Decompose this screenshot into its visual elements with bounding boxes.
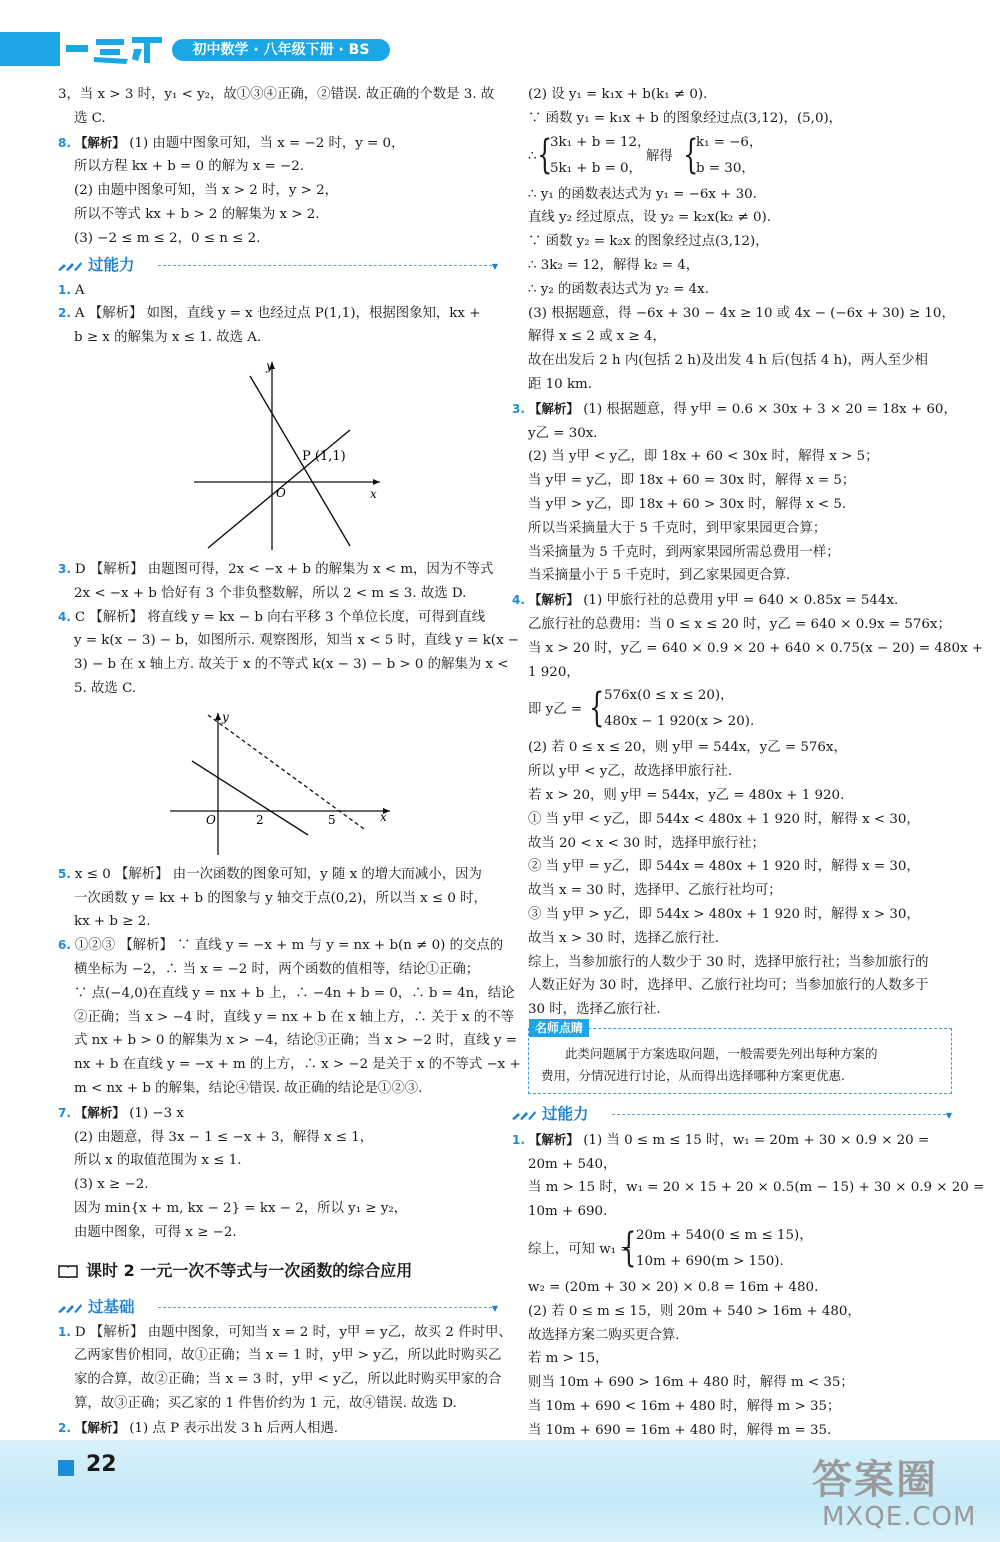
question-number: 2.	[58, 1420, 71, 1435]
text-line: 则当 10m + 690 > 16m + 480 时，解得 m < 35；	[528, 1375, 854, 1391]
book-label: 初中数学 · 八年级下册 · BS	[172, 39, 390, 61]
question-number: 1.	[58, 282, 71, 297]
section-title: 过基础	[88, 1297, 135, 1316]
question-3	[58, 558, 498, 582]
axis-x-label: x	[380, 809, 387, 824]
text-line: (3) −2 ≤ m ≤ 2，0 ≤ n ≤ 2.	[74, 230, 261, 246]
question-6	[58, 934, 504, 958]
lesson-title-text: 课时 2 一元一次不等式与一次函数的综合应用	[86, 1260, 413, 1280]
text-line: 选 C.	[74, 110, 106, 126]
text-line: (3) 根据题意，得 −6x + 30 − 4x ≥ 10 或 4x − (−6x + 30) ≥ 10，	[528, 305, 955, 321]
triangle-icon: ▼	[945, 1110, 952, 1120]
equation: 20m + 540(0 ≤ m ≤ 15)，	[636, 1228, 813, 1244]
text-line: (1) 点 P 表示出发 3 h 后两人相遇.	[129, 1420, 339, 1436]
question-8	[58, 131, 498, 156]
question-number: 6.	[58, 938, 71, 953]
answer-text: A	[74, 282, 85, 298]
section-bars-icon	[58, 1303, 82, 1313]
analysis-tag: 【解析】	[528, 592, 579, 608]
header-color-block	[0, 32, 60, 66]
text-line: 横坐标为 −2，∴ 当 x = −2 时，两个函数的值相等，结论①正确；	[74, 961, 480, 977]
text-line: 式 nx + b > 0 的解集为 x > −4，结论③正确；当 x > −2 时，直线 y =	[74, 1033, 518, 1049]
triangle-icon: ▼	[491, 1303, 498, 1313]
text-line: ∵ 函数 y₁ = k₁x + b 的图象经过点(3,12)，(5,0)，	[528, 110, 843, 126]
tick-label: 5	[328, 812, 336, 827]
text-line: ∴ y₂ 的函数表达式为 y₂ = 4x.	[528, 281, 709, 297]
text-line: 当 10m + 690 < 16m + 480 时，解得 m > 35；	[528, 1399, 841, 1415]
question-7	[58, 1101, 498, 1126]
text-line: 2x < −x + b 恰好有 3 个非负整数解，所以 2 < m ≤ 3. 故选 D.	[74, 585, 467, 601]
text-line: 一次函数 y = kx + b 的图象与 y 轴交于点(0,2)，所以当 x ≤ 0 时，	[74, 890, 487, 906]
text-line: 解得 x ≤ 2 或 x ≥ 4，	[528, 329, 666, 345]
text-line: (3) x ≥ −2.	[74, 1177, 149, 1193]
text: 解得	[646, 148, 673, 164]
tick-label: 2	[256, 812, 264, 827]
text-line: 人数正好为 30 时，选择甲、乙旅行社均可；当参加旅行的人数多于	[528, 978, 929, 994]
analysis-tag: 【解析】	[74, 134, 125, 150]
text-line: 3，当 x > 3 时，y₁ < y₂，故①③④正确，②错误. 故正确的个数是 3. 故	[58, 87, 495, 102]
piecewise-function	[528, 684, 952, 736]
text-line: D 【解析】 由题中图象，可知当 x = 2 时，y甲 = y乙，故买 2 件时甲、	[74, 1324, 512, 1340]
text-line: 因为 min{x + m, kx − 2} = kx − 2，所以 y₁ ≥ y₂，	[74, 1200, 408, 1216]
text-line: 3) − b 在 x 轴上方. 故关于 x 的不等式 k(x − 3) − b > 0 的解集为 x <	[74, 657, 509, 673]
tip-text: 此类问题属于方案选取问题，一般需要先列出每种方案的	[565, 1045, 878, 1061]
text-line: (1) 由题中图象可知，当 x = −2 时，y = 0，	[129, 135, 405, 151]
equation-system	[528, 131, 952, 183]
text-line: 综上，当参加旅行的人数少于 30 时，选择甲旅行社；当参加旅行的	[528, 954, 929, 970]
section-title: 过能力	[88, 255, 135, 274]
header-bar	[0, 32, 395, 66]
divider	[158, 265, 492, 266]
text-line: (2) 当 y甲 < y乙，即 18x + 60 < 30x 时，解得 x > 5；	[528, 449, 879, 465]
text-line: 20m + 540，	[528, 1156, 617, 1172]
page-number: 22	[86, 1452, 117, 1477]
origin-label: O	[206, 812, 216, 827]
text-line: 若 x > 20，则 y甲 = 544x，y乙 = 480x + 1 920.	[528, 787, 845, 803]
tip-text: 费用，分情况进行讨论，从而得出选择哪种方案更优惠.	[541, 1067, 845, 1083]
text-line: (1) 当 0 ≤ m ≤ 15 时，w₁ = 20m + 30 × 0.9 × 20 =	[583, 1132, 930, 1148]
axis-y-label: y	[266, 358, 273, 373]
text: 即 y乙 =	[528, 702, 583, 718]
question-number: 8.	[58, 135, 71, 150]
text-line: kx + b ≥ 2.	[74, 914, 151, 930]
text-line: w₂ = (20m + 30 × 20) × 0.8 = 16m + 480.	[528, 1280, 819, 1296]
text-line: nx + b 在直线 y = −x + m 的上方，∴ x > −2 是关于 x 的不等式 −x +	[74, 1057, 521, 1073]
text-line: 故在出发后 2 h 内(包括 2 h)及出发 4 h 后(包括 4 h)，两人至少相	[528, 353, 928, 369]
text-line: b ≥ x 的解集为 x ≤ 1. 故选 A.	[74, 330, 262, 346]
section-heading	[58, 253, 498, 279]
question-number: 4.	[512, 593, 525, 608]
section-title: 过能力	[542, 1104, 589, 1123]
text-line: ②正确；当 x > −4 时，直线 y = nx + b 在 x 轴上方，∴ 关于 x 的不等	[74, 1009, 515, 1025]
equation: k₁ = −6，	[696, 134, 763, 150]
piecewise-function	[528, 1224, 952, 1276]
question-5	[58, 863, 498, 887]
watermark-url: MXQE.COM	[822, 1502, 977, 1532]
text-line: 若 m > 15，	[528, 1351, 609, 1367]
text-line: 所以 x 的取值范围为 x ≤ 1.	[74, 1153, 242, 1169]
text-line: ① 当 y甲 < y乙，即 544x < 480x + 1 920 时，解得 x < 30，	[528, 811, 920, 827]
text-line: 当 10m + 690 = 16m + 480 时，解得 m = 35.	[528, 1422, 832, 1438]
equation: 576x(0 ≤ x ≤ 20)，	[604, 688, 734, 704]
brace-icon: {	[589, 685, 605, 732]
text-line: 距 10 km.	[528, 376, 593, 392]
question-4	[512, 588, 952, 613]
analysis-tag: 【解析】	[74, 1104, 125, 1120]
book-icon	[58, 1264, 78, 1278]
brand-logo	[66, 33, 166, 65]
symbol: ∴	[528, 148, 537, 164]
text-line: (2) 由题意，得 3x − 1 ≤ −x + 3，解得 x ≤ 1，	[74, 1129, 374, 1145]
tip-label: 名师点睛	[529, 1019, 589, 1037]
text-line: C 【解析】 将直线 y = kx − b 向右平移 3 个单位长度，可得到直线	[74, 609, 486, 625]
question-number: 3.	[512, 401, 525, 416]
question-number: 5.	[58, 866, 71, 881]
axis-y-label: y	[222, 709, 229, 724]
question-1	[512, 1128, 952, 1153]
text-line: ∴ 3k₂ = 12，解得 k₂ = 4，	[528, 257, 700, 273]
text-line: y = k(x − 3) − b，如图所示. 观察图形，知当 x < 5 时，直线 y = k(x −	[74, 633, 519, 649]
text-line: 当采摘量为 5 千克时，到两家果园所需总费用一样；	[528, 544, 840, 560]
text-line: ①②③ 【解析】 ∵ 直线 y = −x + m 与 y = nx + b(n ≠ 0) 的交点的	[74, 938, 504, 954]
right-column	[512, 83, 985, 1443]
question-1	[58, 279, 498, 303]
brace-icon: {	[683, 131, 699, 178]
lesson-title	[58, 1257, 498, 1285]
text-line: 当 m > 15 时，w₁ = 20 × 15 + 20 × 0.5(m − 15) + 30 × 0.9 × 20 =	[528, 1180, 985, 1196]
origin-label: O	[276, 485, 286, 500]
text-line: 故当 x = 30 时，选择甲、乙旅行社均可；	[528, 883, 782, 899]
text-line: 当 y甲 > y乙，即 18x + 60 > 30x 时，解得 x < 5.	[528, 496, 847, 512]
text-line: 1 920，	[528, 664, 580, 680]
text-line: m < nx + b 的解集，结论④错误. 故正确的结论是①②③.	[74, 1080, 423, 1096]
triangle-icon: ▼	[491, 261, 498, 271]
text-line: ② 当 y甲 = y乙，即 544x = 480x + 1 920 时，解得 x = 30，	[528, 859, 920, 875]
analysis-tag: 【解析】	[528, 400, 579, 416]
question-1	[58, 1321, 512, 1345]
brace-icon: {	[537, 131, 553, 178]
equation: 5k₁ + b = 0，	[550, 160, 642, 176]
question-2	[58, 302, 498, 326]
text-line: ∴ y₁ 的函数表达式为 y₁ = −6x + 30.	[528, 186, 757, 202]
question-number: 2.	[58, 306, 71, 321]
question-number: 3.	[58, 561, 71, 576]
page-marker-icon	[58, 1460, 74, 1476]
teacher-tip-box	[528, 1020, 952, 1094]
equation: 10m + 690(m > 150).	[636, 1254, 784, 1270]
text-line: A 【解析】 如图，直线 y = x 也经过点 P(1,1)，根据图象知，kx +	[74, 306, 481, 322]
question-3	[512, 397, 957, 422]
text-line: (2) 设 y₁ = k₁x + b(k₁ ≠ 0).	[528, 87, 708, 102]
question-number: 1.	[58, 1324, 71, 1339]
text-line: 30 时，选择乙旅行社.	[528, 1002, 661, 1018]
text-line: 所以 y甲 < y乙，故选择甲旅行社.	[528, 764, 733, 780]
equation: 3k₁ + b = 12，	[550, 134, 651, 150]
text-line: 算，故③正确；买乙家的 1 件售价约为 1 元，故④错误. 故选 D.	[74, 1395, 457, 1411]
text-line: 乙两家售价相同，故①正确；当 x = 1 时，y甲 > y乙，所以此时购买乙	[74, 1348, 502, 1364]
equation: 480x − 1 920(x > 20).	[604, 714, 755, 730]
text-line: 由题中图象，可得 x ≥ −2.	[74, 1224, 237, 1240]
axis-x-label: x	[370, 486, 377, 501]
brace-icon: {	[621, 1225, 637, 1272]
text-line: 家的合算，故②正确；当 x = 3 时，y甲 < y乙，所以此时购买甲家的合	[74, 1372, 502, 1388]
equation: b = 30，	[696, 160, 755, 176]
text-line: (2) 若 0 ≤ x ≤ 20，则 y甲 = 544x，y乙 = 576x，	[528, 740, 847, 756]
text-line: y乙 = 30x.	[528, 425, 598, 441]
question-number: 4.	[58, 609, 71, 624]
text-line: 所以当采摘量大于 5 千克时，到甲家果园更合算；	[528, 520, 827, 536]
text-line: ∵ 点(−4,0)在直线 y = nx + b 上，∴ −4n + b = 0，∴ b = 4n，结论	[74, 985, 515, 1001]
text-line: (1) 甲旅行社的总费用 y甲 = 640 × 0.85x = 544x.	[583, 593, 899, 609]
text-line: 故当 20 < x < 30 时，选择甲旅行社；	[528, 835, 765, 851]
text-line: (1) 根据题意，得 y甲 = 0.6 × 30x + 3 × 20 = 18x + 60，	[583, 401, 957, 417]
analysis-tag: 【解析】	[74, 1419, 125, 1435]
section-heading	[512, 1102, 952, 1128]
point-label: P (1,1)	[302, 448, 346, 464]
text-line: 当 y甲 = y乙，即 18x + 60 = 30x 时，解得 x = 5；	[528, 473, 856, 489]
text-line: 乙旅行社的总费用：当 0 ≤ x ≤ 20 时，y乙 = 640 × 0.9x = 576x；	[528, 616, 951, 632]
text-line: 所以不等式 kx + b > 2 的解集为 x > 2.	[74, 206, 320, 222]
text-line: (2) 由题中图象可知，当 x > 2 时，y > 2，	[74, 183, 339, 199]
text-line: ③ 当 y甲 > y乙，即 544x > 480x + 1 920 时，解得 x > 30，	[528, 906, 920, 922]
text-line: x ≤ 0 【解析】 由一次函数的图象可知，y 随 x 的增大而减小，因为	[74, 866, 482, 882]
text-line: 当 x > 20 时，y乙 = 640 × 0.9 × 20 + 640 × 0.75(x − 20) = 480x +	[528, 640, 983, 656]
text-line: 10m + 690.	[528, 1204, 608, 1220]
divider	[612, 1114, 946, 1115]
text-line: 直线 y₂ 经过原点，设 y₂ = k₂x(k₂ ≠ 0).	[528, 210, 771, 226]
section-bars-icon	[512, 1110, 536, 1120]
text-line: (1) −3 x	[129, 1105, 184, 1121]
text-line: 5. 故选 C.	[74, 680, 137, 696]
text-line: 故选择方案二购买更合算.	[528, 1327, 680, 1343]
divider	[158, 1307, 492, 1308]
text: 综上，可知 w₁ =	[528, 1242, 632, 1258]
text-line: 当采摘量小于 5 千克时，到乙家果园更合算.	[528, 568, 791, 584]
section-heading	[58, 1295, 498, 1321]
text-line: 所以方程 kx + b = 0 的解为 x = −2.	[74, 159, 305, 175]
question-number: 7.	[58, 1105, 71, 1120]
graph-figure-1	[58, 356, 498, 552]
section-bars-icon	[58, 261, 82, 271]
watermark: 答案圈	[812, 1457, 938, 1503]
question-2	[58, 1416, 498, 1441]
question-4	[58, 606, 498, 630]
left-column	[58, 83, 521, 1440]
question-number: 1.	[512, 1132, 525, 1147]
graph-figure-2	[58, 707, 498, 857]
analysis-tag: 【解析】	[528, 1131, 579, 1147]
text-line: ∵ 函数 y₂ = k₂x 的图象经过点(3,12)，	[528, 234, 769, 250]
text-line: (2) 若 0 ≤ m ≤ 15，则 20m + 540 > 16m + 480，	[528, 1303, 861, 1319]
text-line: 故当 x > 30 时，选择乙旅行社.	[528, 930, 719, 946]
text-line: D 【解析】 由题图可得，2x < −x + b 的解集为 x < m，因为不等式	[74, 561, 494, 577]
